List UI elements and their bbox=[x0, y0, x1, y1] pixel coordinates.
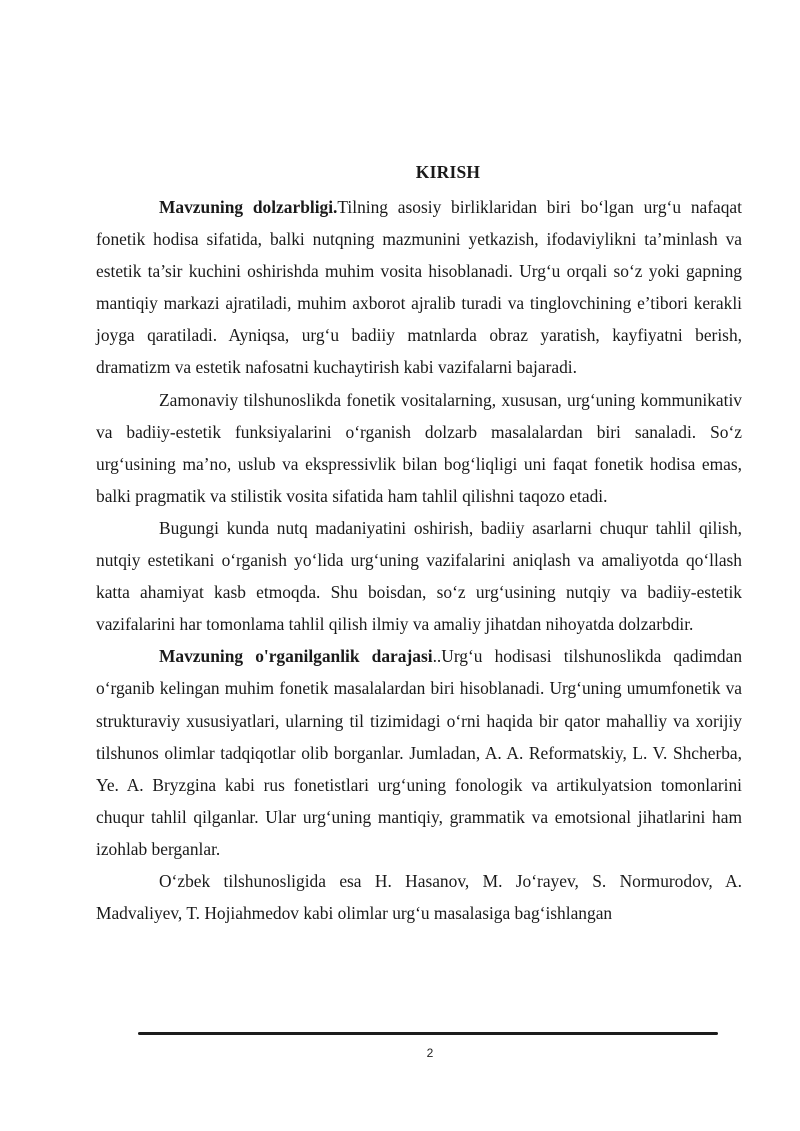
body-text bbox=[96, 191, 742, 929]
footer-divider bbox=[138, 1032, 718, 1035]
paragraph-relevance bbox=[96, 191, 742, 384]
paragraph-uzbek-linguistics bbox=[96, 865, 742, 929]
paragraph-lead: Mavzuning dolzarbligi. bbox=[159, 197, 338, 217]
paragraph-speech-culture bbox=[96, 512, 742, 640]
paragraph-text: Tilning asosiy birliklaridan biri bo‘lgan urg‘u nafaqat fonetik hodisa sifatida, balki nutqning mazmunini yetkazish, ifodaviylikni ta’minlash va estetik ta’sir kuchini oshirishda muhim vosita hisoblanadi. Urg‘u orqali so‘z yoki gapning mantiqiy markazi ajratiladi, muhim axborot ajralib turadi va tinglovchining e’tibori kerakli joyga qaratiladi. Ayniqsa, urg‘u badiiy matnlarda obraz yaratish, kayfiyatni berish, dramatizm va estetik nafosatni kuchaytirish kabi vazifalarni bajaradi. bbox=[96, 197, 742, 378]
paragraph-text: O‘zbek tilshunosligida esa H. Hasanov, M. Jo‘rayev, S. Normurodov, A. Madvaliyev, T. Hojiahmedov kabi olimlar urg‘u masalasiga bag‘ishlangan bbox=[96, 870, 742, 924]
paragraph-degree-of-study bbox=[96, 640, 742, 865]
paragraph-text: Zamonaviy tilshunoslikda fonetik vositalarning, xususan, urg‘uning kommunikativ va badiiy-estetik funksiyalarini o‘rganish dolzarb masalalardan biri sanaladi. So‘z urg‘usining ma’no, uslub va ekspressivlik bilan bog‘liqligi uni faqat fonetik hodisa emas, balki pragmatik va stilistik vosita sifatida ham tahlil qilishni taqozo etadi. bbox=[96, 389, 742, 506]
paragraph-lead: Mavzuning o'rganilganlik darajasi bbox=[159, 646, 433, 667]
paragraph-text: Bugungi kunda nutq madaniyatini oshirish, badiiy asarlarni chuqur tahlil qilish, nutqiy estetikani o‘rganish yo‘lida urg‘uning vazifalarini aniqlash va amaliyotda qo‘llash katta ahamiyat kasb etmoqda. Shu boisdan, so‘z urg‘usining nutqiy va badiiy-estetik vazifalarini har tomonlama tahlil qilish ilmiy va amaliy jihatdan nihoyatda dolzarbdir. bbox=[96, 517, 742, 635]
paragraph-modern-linguistics bbox=[96, 384, 742, 512]
section-heading: KIRISH bbox=[415, 162, 481, 182]
paragraph-text: ..Urg‘u hodisasi tilshunoslikda qadimdan o‘rganib kelingan muhim fonetik masalalardan biri hisoblanadi. Urg‘uning umumfonetik va strukturaviy xususiyatlari, ularning til tizimidagi o‘rni haqida bir qator mahalliy va xorijiy tilshunos olimlar tadqiqotlar olib borganlar. Jumladan, A. A. Reformatskiy, L. V. Shcherba, Ye. A. Bryzgina kabi rus fonetistlari urg‘uning fonologik va artikulyatsion tomonlarini chuqur tahlil qilganlar. Ular urg‘uning mantiqiy, grammatik va emotsional jihatlarini ham izohlab berganlar. bbox=[96, 646, 743, 859]
page-number: 2 bbox=[426, 1046, 434, 1060]
